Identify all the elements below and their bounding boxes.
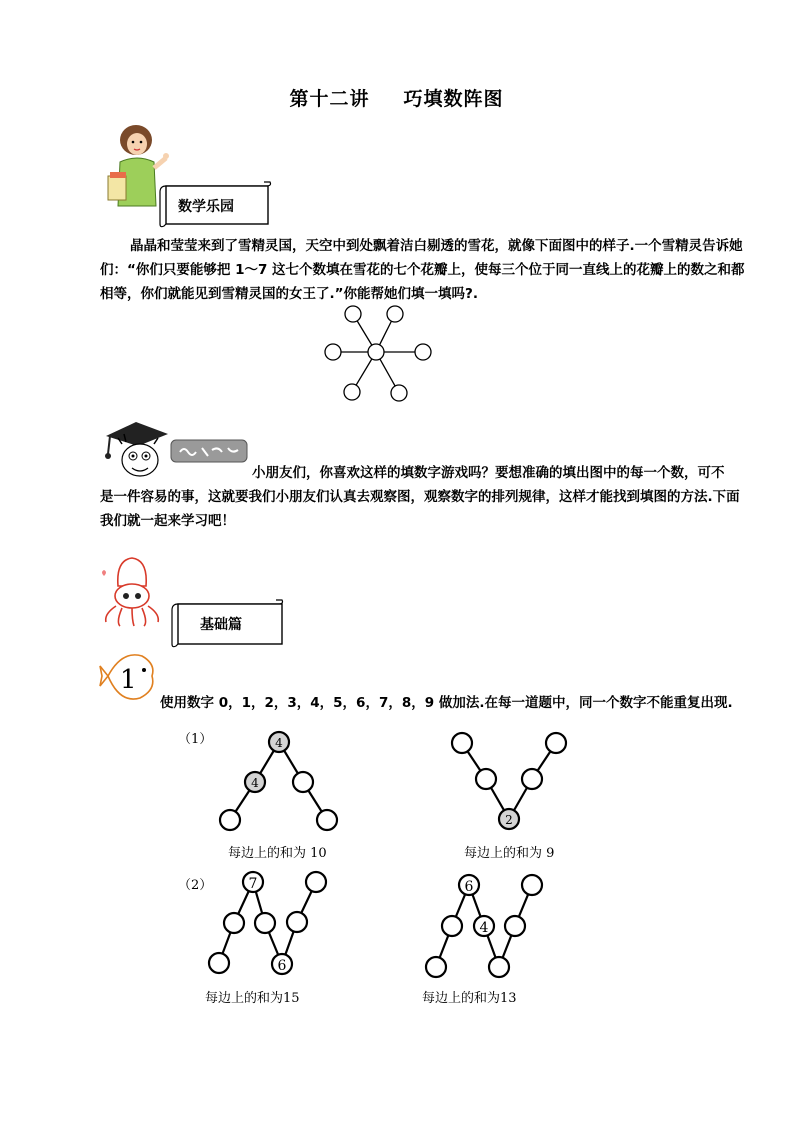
diagram-a-caption: 每边上的和为 10 [228,846,327,861]
node-circle [546,733,566,753]
node-value: 6 [277,958,287,974]
petal-circle [325,344,341,360]
node-circle [426,957,446,977]
math-garden-label: 数学乐园 [178,199,234,215]
node-circle [317,810,337,830]
problem-1-tag: （1） [178,732,213,747]
node-circle [306,872,326,892]
node-value: 4 [275,736,283,750]
node-circle [505,916,525,936]
node-value: 4 [479,920,489,936]
node-value: 6 [464,879,474,895]
diagram-d [418,866,552,982]
basics-label: 基础篇 [200,617,242,633]
node-value: 7 [248,876,258,892]
petal-circle [344,384,360,400]
node-circle [442,916,462,936]
node-circle [452,733,472,753]
node-value: 2 [505,813,513,827]
squid-mascot-illustration [98,556,164,630]
node-circle [255,913,275,933]
diagram-c-caption: 每边上的和为15 [205,991,300,1006]
petal-circle [391,385,407,401]
instruction-text: 使用数字 0，1，2，3，4，5，6，7，8，9 做加法.在每一道题中，同一个数字不能重复出现. [160,695,733,711]
petal-circle [415,344,431,360]
lecture-number: 第十二讲 [289,88,370,110]
diagram-a [212,728,350,838]
node-circle [489,957,509,977]
problem-2-tag: （2） [178,878,213,893]
node-circle [522,875,542,895]
fish-example-icon [98,646,160,708]
node-circle [476,769,496,789]
diagram-b [444,728,574,838]
node-circle [220,810,240,830]
petal-circle [387,306,403,322]
diagram-c [200,866,336,982]
graduate-mascot-illustration [100,414,172,482]
node-circle [287,912,307,932]
lecture-topic: 巧填数阵图 [403,88,504,110]
node-circle [293,772,313,792]
node-circle [209,953,229,973]
diagram-d-caption: 每边上的和为13 [422,991,517,1006]
diagram-b-caption: 每边上的和为 9 [464,846,555,861]
snowflake-diagram [318,300,438,410]
node-value: 4 [251,776,259,790]
tip-paragraph: 是一件容易的事，这就要我们小朋友们认真去观察图，观察数字的排列规律，这样才能找到填图的方法.下面我们就一起来学习吧！ [100,489,740,529]
node-circle [224,913,244,933]
tip-line-1: 小朋友们，你喜欢这样的填数字游戏吗？要想准确的填出图中的每一个数，可不 [252,465,725,481]
tip-badge [170,438,250,464]
petal-circle [345,306,361,322]
center-circle [368,344,384,360]
example-number: 1 [120,665,137,695]
node-circle [522,769,542,789]
story-paragraph: 晶晶和莹莹来到了雪精灵国，天空中到处飘着洁白剔透的雪花，就像下面图中的样子.一个雪精灵告诉她们：“你们只要能够把 1～7 这七个数填在雪花的七个花瓣上，使每三个位于同一直线上的花瓣上的数之和都相等，你们就能见到雪精灵国的女王了.”你能帮她们填一填吗?. [100,238,745,302]
page-title [0,84,793,111]
